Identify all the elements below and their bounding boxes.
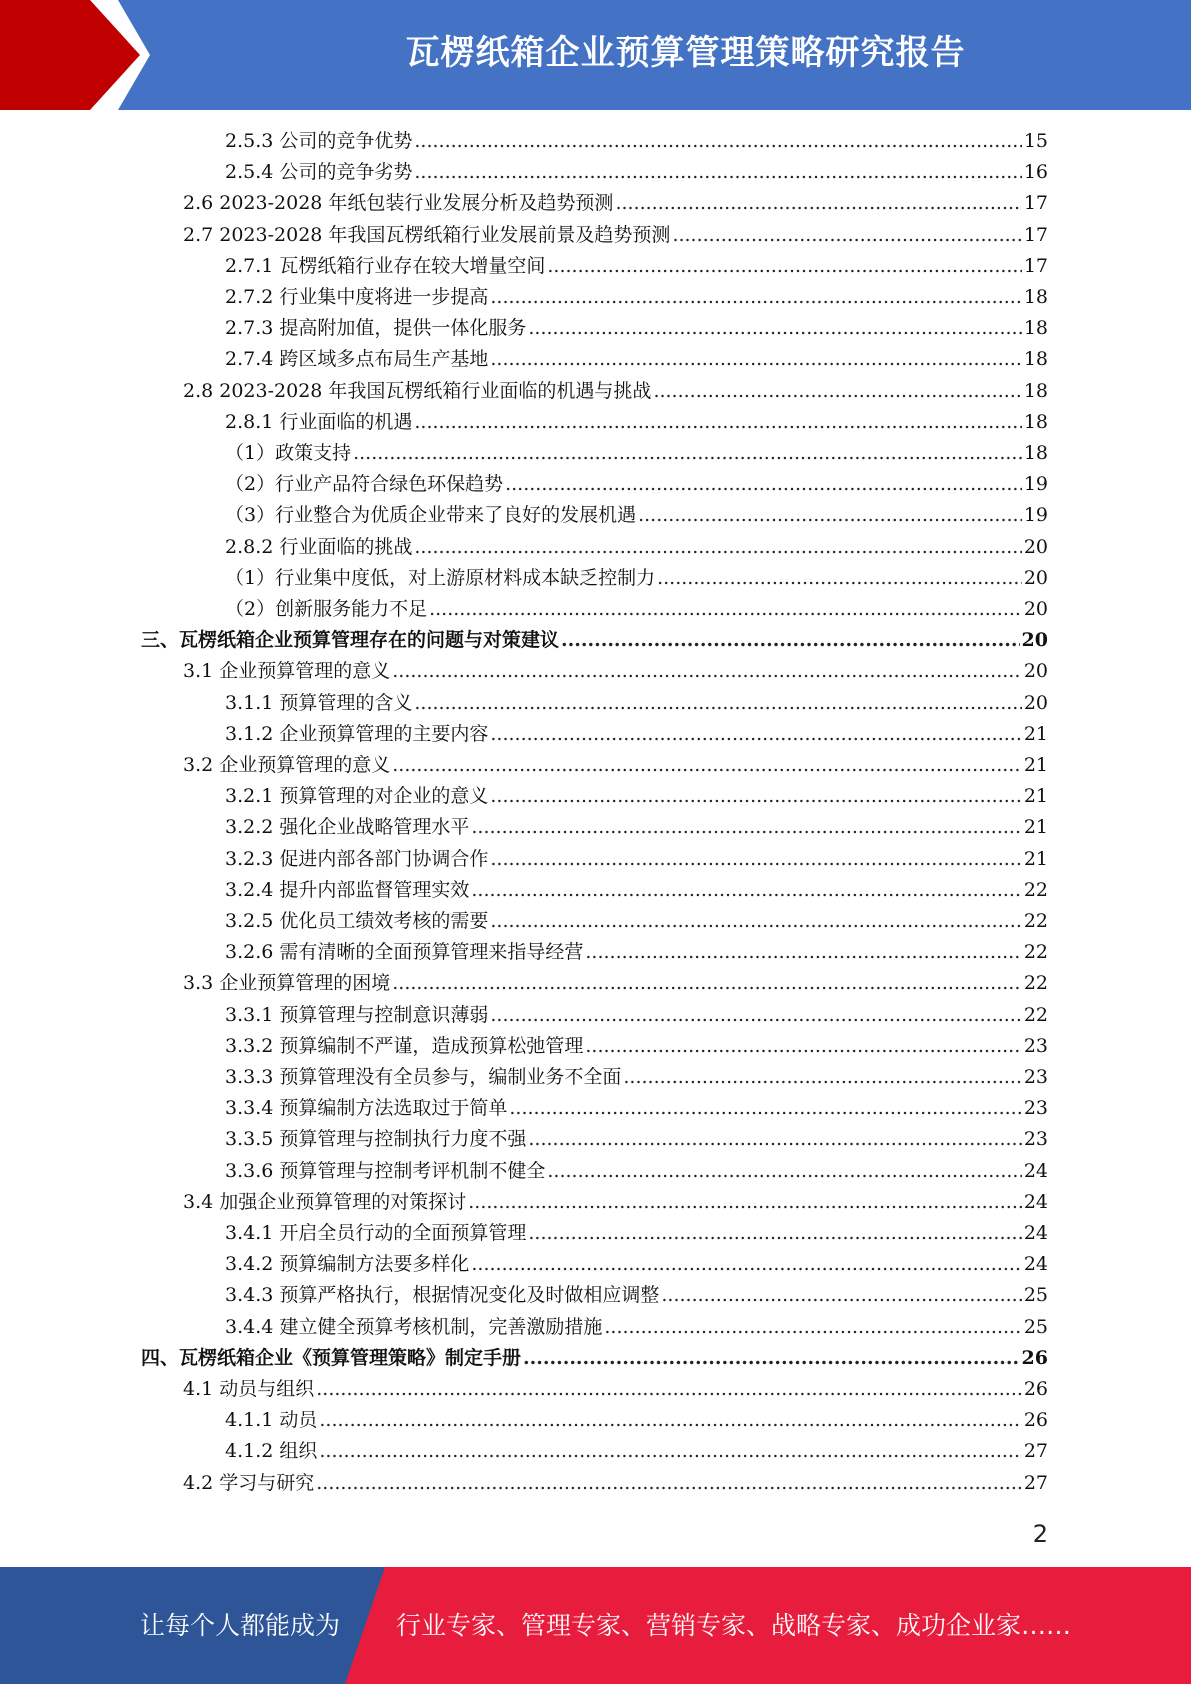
toc-leader-dots [468,1187,1022,1218]
toc-entry-page: 23 [1023,1066,1048,1088]
toc-entry[interactable] [225,1031,1048,1062]
toc-entry[interactable] [183,1374,1048,1405]
toc-entry[interactable] [183,188,1048,219]
toc-entry[interactable] [183,968,1048,999]
toc-entry-page: 18 [1023,317,1048,340]
toc-entry[interactable] [225,1062,1048,1093]
toc-entry-page: 24 [1023,1159,1048,1182]
toc-entry-page: 22 [1023,1003,1048,1026]
toc-entry[interactable] [225,937,1048,968]
toc-entry-page: 21 [1023,722,1048,745]
toc-entry-page: 18 [1023,379,1048,402]
toc-entry-title: 3.2.1 预算管理的对企业的意义 [225,785,489,808]
toc-entry[interactable] [225,1280,1048,1311]
toc-entry[interactable] [225,157,1048,188]
toc-leader-dots [392,968,1022,999]
toc-entry-page: 19 [1023,504,1048,527]
toc-entry-page: 16 [1023,161,1048,184]
toc-entry-title: 2.6 2023-2028 年纸包装行业发展分析及趋势预测 [183,192,614,215]
page-number: 2 [1032,1520,1048,1548]
toc-entry-title: 3.4 加强企业预算管理的对策探讨 [183,1190,467,1213]
toc-leader-dots [615,188,1021,219]
toc-entry-page: 22 [1023,941,1048,964]
toc-entry-title: 3.3.3 预算管理没有全员参与，编制业务不全面 [225,1066,622,1088]
toc-entry-page: 27 [1023,1440,1048,1463]
toc-leader-dots [523,1343,1020,1374]
toc-entry[interactable] [183,656,1048,687]
toc-entry[interactable] [225,1093,1048,1124]
toc-entry-title: 2.8 2023-2028 年我国瓦楞纸箱行业面临的机遇与挑战 [183,379,652,402]
toc-entry[interactable] [225,313,1048,344]
toc-entry-title: 3.3.5 预算管理与控制执行力度不强 [225,1128,527,1151]
toc-entry-title: 3.3.6 预算管理与控制考评机制不健全 [225,1159,546,1182]
toc-leader-dots [490,906,1021,937]
toc-entry-page: 18 [1023,442,1048,464]
toc-entry-title: 2.7 2023-2028 年我国瓦楞纸箱行业发展前景及趋势预测 [183,223,671,246]
toc-entry[interactable] [183,1468,1048,1499]
toc-entry[interactable] [225,532,1048,563]
toc-entry-title: 3.3.4 预算编制方法选取过于简单 [225,1097,508,1120]
toc-entry-page: 26 [1023,1378,1048,1400]
toc-entry[interactable] [183,1187,1048,1218]
toc-leader-dots [528,1218,1021,1249]
toc-entry-page: 20 [1023,566,1048,589]
toc-leader-dots [319,1405,1021,1436]
toc-entry[interactable] [225,438,1048,469]
toc-entry-title: 3.1 企业预算管理的意义 [183,660,391,683]
toc-leader-dots [561,625,1020,656]
toc-entry-page: 20 [1023,660,1048,683]
toc-leader-dots [471,875,1021,906]
toc-entry-title: 三、瓦楞纸箱企业预算管理存在的问题与对策建议 [141,629,560,652]
toc-entry[interactable] [225,344,1048,375]
toc-leader-dots [661,1280,1021,1311]
page-header [0,0,1191,110]
toc-entry-page: 21 [1023,785,1048,808]
toc-entry-page: 17 [1023,223,1048,246]
toc-leader-dots [490,344,1021,375]
toc-entry-page: 23 [1023,1034,1048,1057]
toc-entry-page: 18 [1023,410,1048,433]
toc-leader-dots [585,1031,1021,1062]
toc-leader-dots [638,500,1022,531]
toc-entry-title: （2）行业产品符合绿色环保趋势 [225,473,504,496]
toc-entry-title: 2.8.2 行业面临的挑战 [225,535,413,558]
toc-leader-dots [672,220,1021,251]
toc-entry-page: 21 [1023,816,1048,839]
toc-entry[interactable] [183,376,1048,407]
toc-entry[interactable] [225,1312,1048,1343]
toc-entry-page: 21 [1023,754,1048,776]
toc-entry-page: 20 [1023,535,1048,558]
toc-entry[interactable] [183,750,1048,781]
toc-entry[interactable] [183,220,1048,251]
toc-entry-page: 27 [1023,1471,1048,1494]
toc-leader-dots [353,438,1022,469]
toc-entry-page: 20 [1023,691,1048,714]
toc-entry[interactable] [225,1124,1048,1155]
toc-entry-title: 3.2.4 提升内部监督管理实效 [225,878,470,901]
toc-leader-dots [528,313,1021,344]
toc-entry[interactable] [225,500,1048,531]
toc-entry[interactable] [225,469,1048,500]
toc-leader-dots [490,719,1021,750]
toc-entry-page: 26 [1023,1409,1048,1432]
toc-entry[interactable] [225,251,1048,282]
toc-entry-page: 22 [1023,972,1048,995]
toc-entry-page: 23 [1023,1097,1048,1120]
toc-leader-dots [490,781,1021,812]
toc-entry-title: 3.2.3 促进内部各部门协调合作 [225,847,489,870]
toc-entry-page: 18 [1023,348,1048,371]
toc-entry-page: 22 [1023,910,1048,932]
toc-entry-page: 24 [1023,1253,1048,1276]
toc-leader-dots [528,1124,1021,1155]
toc-entry[interactable] [225,594,1048,625]
toc-entry-title: 2.7.1 瓦楞纸箱行业存在较大增量空间 [225,254,546,277]
toc-entry-title: 2.5.3 公司的竞争优势 [225,130,413,152]
toc-entry-page: 26 [1021,1346,1048,1369]
toc-leader-dots [471,812,1021,843]
toc-entry-title: 3.4.2 预算编制方法要多样化 [225,1253,470,1276]
page-footer [0,1567,1191,1684]
toc-entry-page: 20 [1023,598,1048,620]
footer-slogan-left: 让每个人都能成为 [140,1611,341,1640]
report-title: 瓦楞纸箱企业预算管理策略研究报告 [405,33,966,73]
toc-leader-dots [490,1000,1021,1031]
toc-leader-dots [414,688,1021,719]
toc-leader-dots [585,937,1021,968]
toc-entry[interactable] [225,1436,1048,1467]
toc-leader-dots [316,1374,1022,1405]
toc-leader-dots [319,1436,1021,1467]
toc-leader-dots [604,1312,1021,1343]
toc-entry[interactable] [225,1218,1048,1249]
toc-entry-title: （3）行业整合为优质企业带来了良好的发展机遇 [225,504,637,527]
toc-entry-title: 3.4.4 建立健全预算考核机制，完善激励措施 [225,1315,603,1338]
toc-leader-dots [414,157,1021,188]
toc-entry-page: 17 [1023,192,1048,215]
toc-entry[interactable] [225,407,1048,438]
toc-entry[interactable] [225,1405,1048,1436]
toc-entry[interactable] [225,688,1048,719]
toc-entry-page: 18 [1023,286,1048,308]
toc-leader-dots [653,376,1021,407]
toc-entry-page: 15 [1023,130,1048,152]
toc-entry[interactable] [141,625,1048,656]
toc-entry-title: 3.3.1 预算管理与控制意识薄弱 [225,1003,489,1026]
toc-entry-title: （1）行业集中度低，对上游原材料成本缺乏控制力 [225,566,656,589]
toc-leader-dots [414,532,1021,563]
toc-leader-dots [623,1062,1021,1093]
toc-leader-dots [547,251,1021,282]
toc-leader-dots [547,1156,1021,1187]
toc-entry[interactable] [225,844,1048,875]
toc-entry[interactable] [225,906,1048,937]
toc-entry[interactable] [225,563,1048,594]
toc-leader-dots [505,469,1022,500]
toc-leader-dots [657,563,1022,594]
toc-entry-title: 2.7.3 提高附加值，提供一体化服务 [225,317,527,340]
toc-entry-title: 3.1.1 预算管理的含义 [225,691,413,714]
toc-entry-title: 2.8.1 行业面临的机遇 [225,410,413,433]
toc-entry[interactable] [225,812,1048,843]
toc-entry[interactable] [225,1249,1048,1280]
toc-leader-dots [509,1093,1021,1124]
toc-entry[interactable] [225,126,1048,157]
toc-entry-title: 3.1.2 企业预算管理的主要内容 [225,722,489,745]
toc-leader-dots [414,126,1021,157]
toc-entry[interactable] [225,282,1048,313]
toc-entry-title: 2.7.2 行业集中度将进一步提高 [225,286,489,308]
toc-entry-page: 21 [1023,847,1048,870]
toc-entry-page: 17 [1023,254,1048,277]
toc-leader-dots [392,750,1022,781]
toc-entry-page: 19 [1023,473,1048,496]
toc-entry-page: 22 [1023,878,1048,901]
toc-entry[interactable] [141,1343,1048,1374]
toc-entry-title: 3.3 企业预算管理的困境 [183,972,391,995]
toc-leader-dots [414,407,1021,438]
toc-entry-title: 4.1.2 组织 [225,1440,318,1463]
toc-entry-title: 4.2 学习与研究 [183,1471,315,1494]
toc-entry[interactable] [225,1156,1048,1187]
toc-leader-dots [392,656,1022,687]
toc-entry-title: 4.1 动员与组织 [183,1378,315,1400]
toc-leader-dots [490,844,1021,875]
toc-entry-title: 4.1.1 动员 [225,1409,318,1432]
toc-leader-dots [471,1249,1021,1280]
toc-entry-title: 2.5.4 公司的竞争劣势 [225,161,413,184]
toc-entry-title: 四、瓦楞纸箱企业《预算管理策略》制定手册 [141,1346,522,1369]
toc-entry-title: 3.2 企业预算管理的意义 [183,754,391,776]
toc-entry-title: 3.3.2 预算编制不严谨，造成预算松弛管理 [225,1034,584,1057]
toc-entry[interactable] [225,781,1048,812]
toc-leader-dots [429,594,1022,625]
toc-entry[interactable] [225,1000,1048,1031]
toc-entry-title: 3.4.1 开启全员行动的全面预算管理 [225,1222,527,1244]
toc-entry-page: 20 [1021,629,1048,652]
toc-entry-page: 25 [1023,1284,1048,1307]
toc-entry-page: 23 [1023,1128,1048,1151]
toc-entry-title: （1）政策支持 [225,442,352,464]
toc-entry-title: 3.2.5 优化员工绩效考核的需要 [225,910,489,932]
toc-entry-title: 3.2.6 需有清晰的全面预算管理来指导经营 [225,941,584,964]
toc-leader-dots [490,282,1021,313]
toc-entry-page: 25 [1023,1315,1048,1338]
toc-entry[interactable] [225,719,1048,750]
toc-leader-dots [316,1468,1022,1499]
toc-entry-title: 3.2.2 强化企业战略管理水平 [225,816,470,839]
toc-entry-title: 2.7.4 跨区域多点布局生产基地 [225,348,489,371]
footer-slogan-right: 行业专家、管理专家、营销专家、战略专家、成功企业家…… [396,1611,1072,1640]
toc-entry[interactable] [225,875,1048,906]
toc-entry-title: （2）创新服务能力不足 [225,598,428,620]
toc-entry-page: 24 [1023,1190,1048,1213]
toc-entry-page: 24 [1023,1222,1048,1244]
toc-entry-title: 3.4.3 预算严格执行，根据情况变化及时做相应调整 [225,1284,660,1307]
